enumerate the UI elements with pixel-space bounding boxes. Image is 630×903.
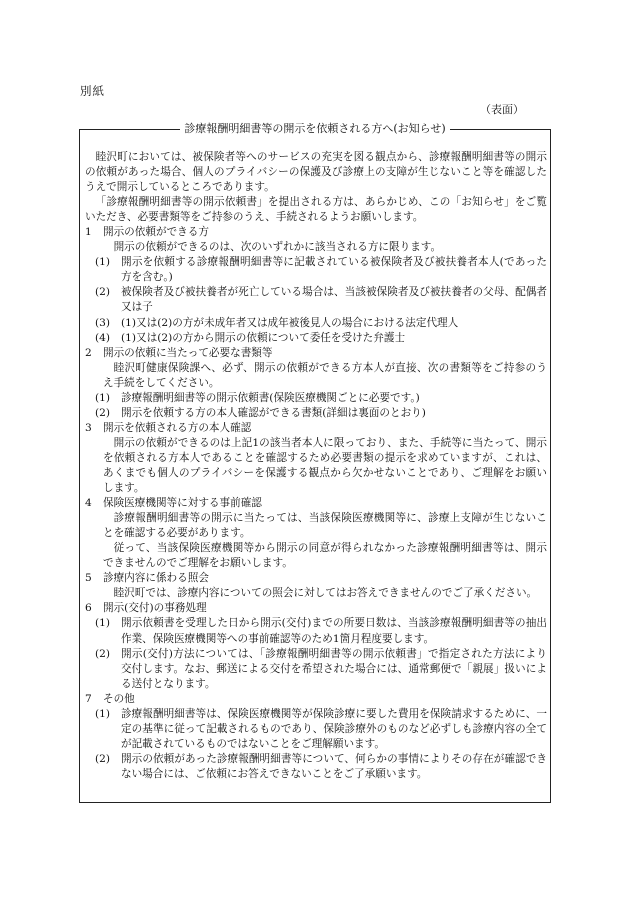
section-heading xyxy=(85,421,547,436)
section-heading xyxy=(85,692,547,707)
item-text: 被保険者及び被扶養者が死亡している場合は、当該被保険者及び被扶養者の父母、配偶者又は子 xyxy=(121,286,547,314)
item-text: (1)又は(2)の方が未成年者又は成年被後見人の場合における法定代理人 xyxy=(121,316,459,329)
item-text: 診療報酬明細書等は、保険医療機関等が保険診療に要した費用を保険請求するために、一定の基準に従って記載されるものであり、保険診療外のものなど必ずしも診療内容の全てが記載されているものではないことをご理解願います。 xyxy=(121,707,547,750)
section-number: 6 xyxy=(85,602,92,615)
section xyxy=(85,571,547,601)
intro-paragraph: 睦沢町においては、被保険者等へのサービスの充実を図る観点から、診療報酬明細書等の開示の依頼があった場合、個人のプライバシーの保護及び診療上の支障が生じないこと等を確認したうえで開示しているところであります。 xyxy=(85,151,547,194)
section xyxy=(85,421,547,496)
section-heading xyxy=(85,496,547,511)
section-paragraph: 開示の依頼ができるのは、次のいずれかに該当される方に限ります。 xyxy=(113,241,442,254)
list-item xyxy=(85,255,547,285)
list-item xyxy=(85,752,547,782)
section-number: 2 xyxy=(85,346,92,359)
section-number: 5 xyxy=(85,572,92,585)
section xyxy=(85,496,547,571)
item-text: 診療報酬明細書等の開示依頼書(保険医療機関ごとに必要です。) xyxy=(121,391,420,404)
section-heading xyxy=(85,225,547,240)
section-paragraph: 開示の依頼ができるのは上記1の該当者本人に限っており、また、手続等に当たって、開示を依頼される方本人であることを確認するため必要書類の提示を求めていますが、これは、あくまでも個人のプライバシーを保護する観点から欠かせないことであり、ご理解をお願いします。 xyxy=(103,436,547,495)
item-text: 開示の依頼があった診療報酬明細書等について、何らかの事情によりその存在が確認できない場合には、ご依頼にお答えできないことをご了承願います。 xyxy=(121,752,547,780)
section-title: 開示の依頼ができる方 xyxy=(103,226,209,239)
item-number: (2) xyxy=(95,406,111,419)
section-heading xyxy=(85,601,547,616)
section-number: 7 xyxy=(85,692,92,705)
section-number: 4 xyxy=(85,497,92,510)
section xyxy=(85,601,547,691)
section-title: 保険医療機関等に対する事前確認 xyxy=(103,497,262,510)
item-number: (1) xyxy=(95,391,111,404)
section-number: 3 xyxy=(85,421,92,434)
section-title: その他 xyxy=(103,692,135,705)
section xyxy=(85,692,547,782)
list-item xyxy=(85,391,547,406)
list-item xyxy=(85,707,547,752)
section-paragraph: 診療報酬明細書等の開示に当たっては、当該保険医療機関等に、診療上支障が生じないことを確認する必要があります。 xyxy=(103,512,547,540)
list-item xyxy=(85,285,547,315)
side-label: （表面） xyxy=(480,103,524,116)
item-number: (1) xyxy=(95,617,111,630)
notice-body xyxy=(85,150,547,782)
item-text: (1)又は(2)の方から開示の依頼について委任を受けた弁護士 xyxy=(121,331,406,344)
section-title: 診療内容に係わる照会 xyxy=(103,572,209,585)
section-title: 開示(交付)の事務処理 xyxy=(103,602,207,615)
section-paragraph: 睦沢町では、診療内容についての照会に対してはお答えできませんのでご了承ください。 xyxy=(113,587,538,600)
item-number: (2) xyxy=(95,286,111,299)
item-text: 開示(交付)方法については、「診療報酬明細書等の開示依頼書」で指定された方法により交付します。なお、郵送による交付を希望された場合には、通常郵便で「親展」扱いによる送付となります。 xyxy=(121,647,547,690)
list-item xyxy=(85,647,547,692)
item-text: 開示依頼書を受理した日から開示(交付)までの所要日数は、当該診療報酬明細書等の抽出作業、保険医療機関等への事前確認等のため1箇月程度要します。 xyxy=(121,617,547,645)
section-title: 開示を依頼される方の本人確認 xyxy=(103,421,252,434)
item-number: (1) xyxy=(95,707,111,720)
list-item xyxy=(85,616,547,646)
section-title: 開示の依頼に当たって必要な書類等 xyxy=(103,346,273,359)
item-number: (4) xyxy=(95,331,111,344)
notice-title: 診療報酬明細書等の開示を依頼される方へ(お知らせ) xyxy=(180,122,449,135)
list-item xyxy=(85,331,547,346)
section xyxy=(85,346,547,421)
item-text: 開示を依頼する方の本人確認ができる書類(詳細は裏面のとおり) xyxy=(121,406,426,419)
item-number: (2) xyxy=(95,752,111,765)
item-number: (3) xyxy=(95,316,111,329)
section-paragraph: 従って、当該保険医療機関等から開示の同意が得られなかった診療報酬明細書等は、開示できませんのでご理解をお願いします。 xyxy=(103,542,547,570)
intro-paragraph: 「診療報酬明細書等の開示依頼書」を提出される方は、あらかじめ、この「お知らせ」をご覧いただき、必要書類等をご持参のうえ、手続されるようお願いします。 xyxy=(85,196,547,224)
section-heading xyxy=(85,571,547,586)
item-number: (1) xyxy=(95,256,111,269)
section-number: 1 xyxy=(85,226,92,239)
list-item xyxy=(85,406,547,421)
section xyxy=(85,225,547,345)
section-heading xyxy=(85,346,547,361)
annex-label: 別紙 xyxy=(80,84,105,98)
item-number: (2) xyxy=(95,647,111,660)
notice-title-wrap xyxy=(80,122,550,136)
list-item xyxy=(85,316,547,331)
item-text: 開示を依頼する診療報酬明細書等に記載されている被保険者及び被扶養者本人(であった方を含む。) xyxy=(121,256,547,284)
section-paragraph: 睦沢町健康保険課へ、必ず、開示の依頼ができる方本人が直接、次の書類等をご持参のうえ手続をしてください。 xyxy=(103,361,547,389)
